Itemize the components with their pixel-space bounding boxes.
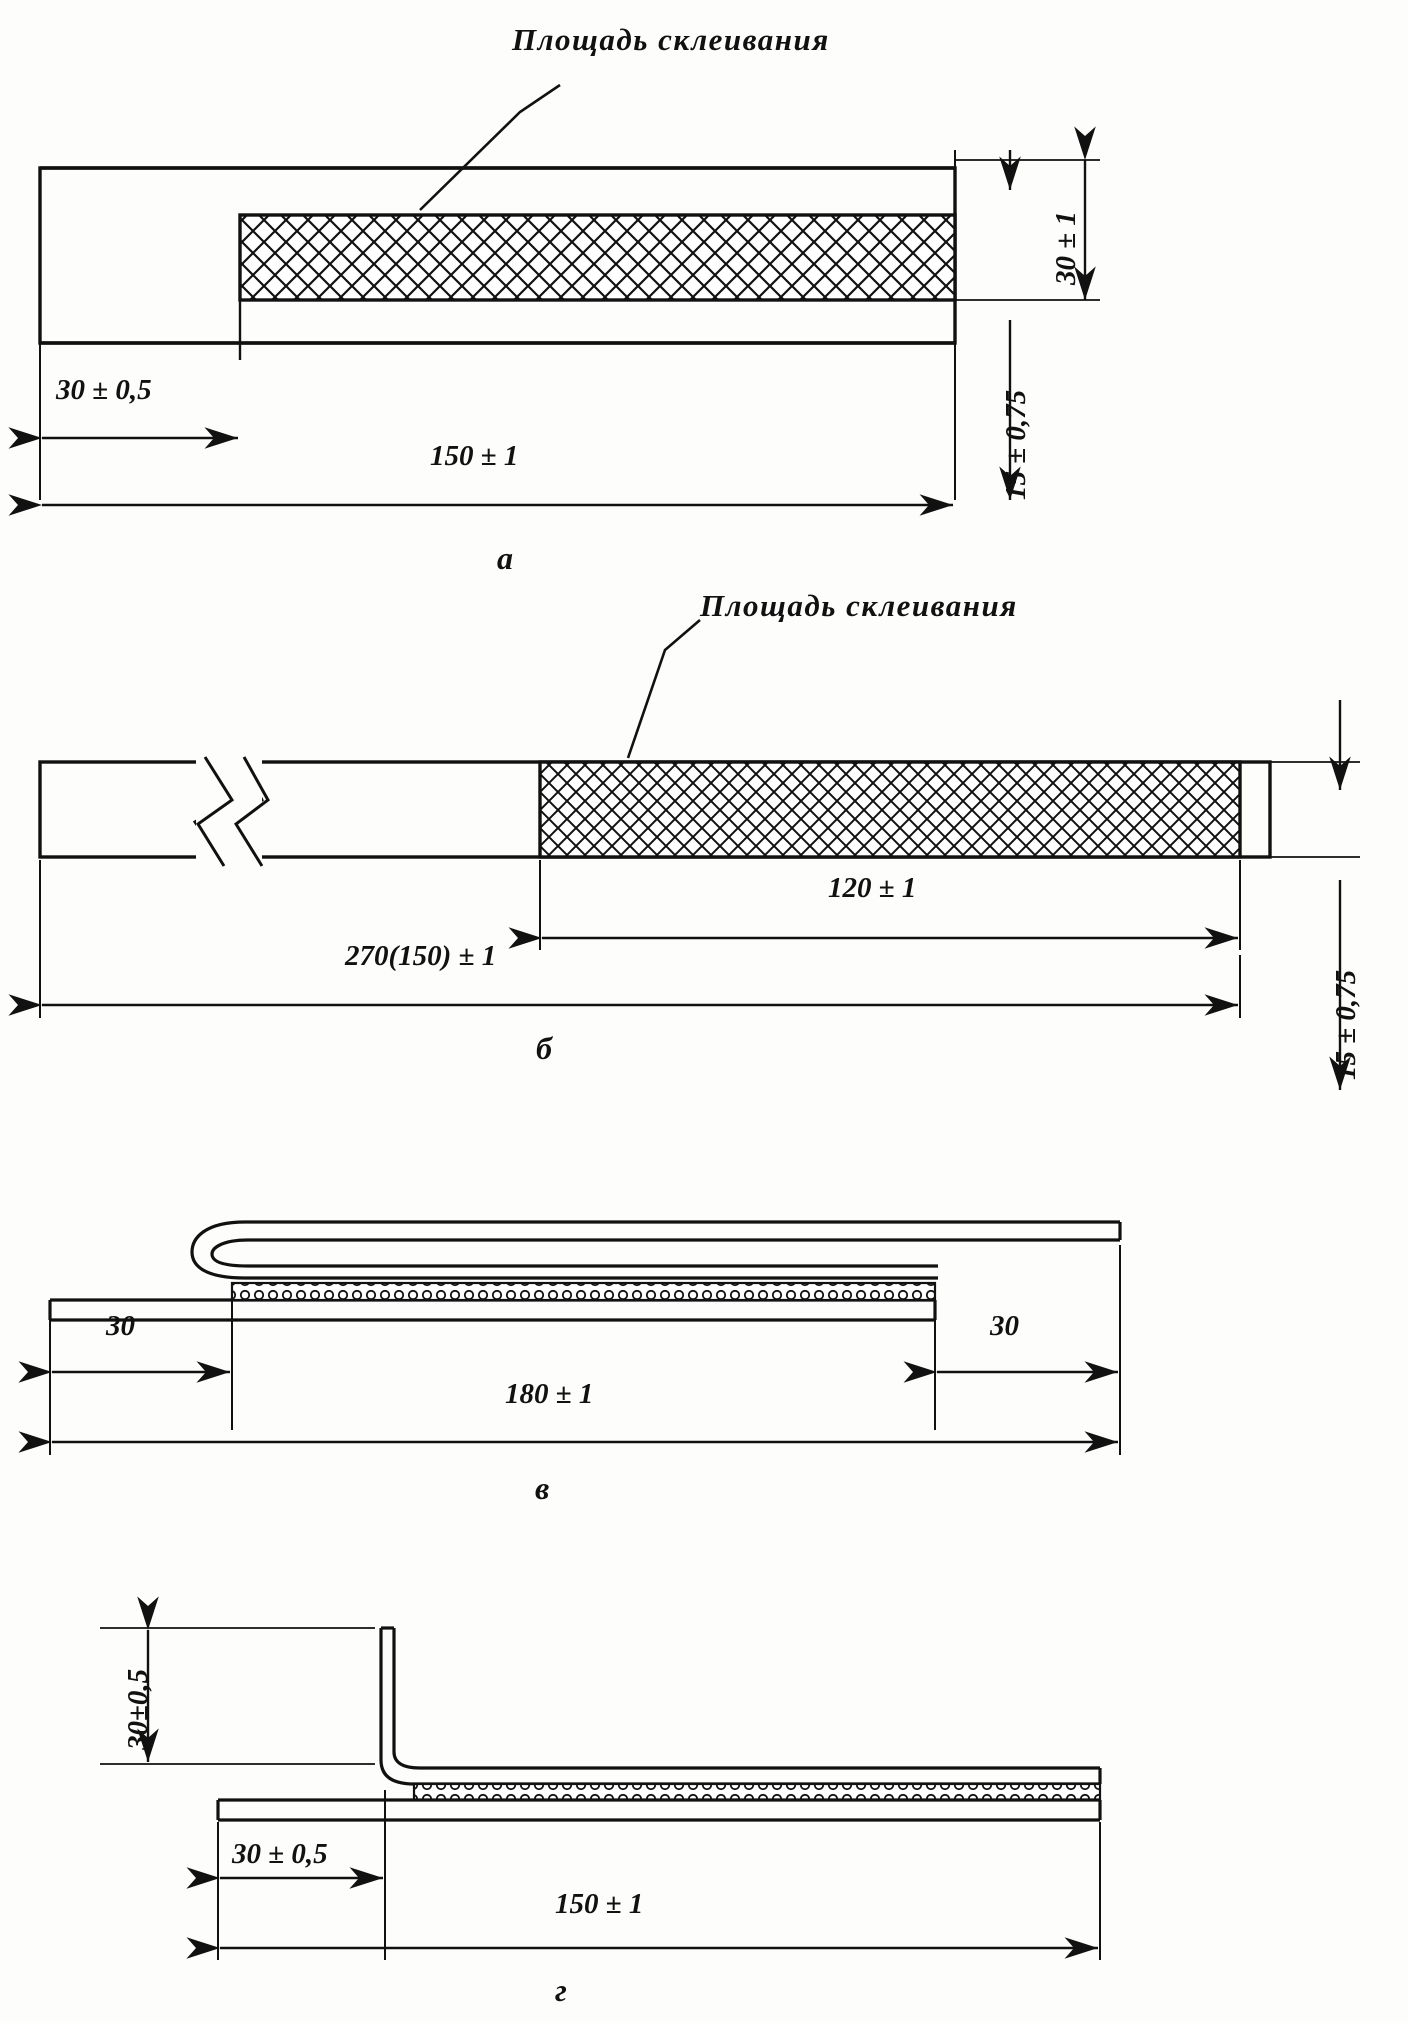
panel-g-caption: г — [555, 1972, 567, 2008]
panel-v-dim-offset-left: 30 — [106, 1310, 135, 1342]
panel-b-dim-thickness: 15 ± 0,75 — [1330, 969, 1362, 1080]
panel-a-dim-thickness: 15 ± 0,75 — [1000, 389, 1032, 500]
panel-b-dim-total-length: 270(150) ± 1 — [345, 940, 497, 972]
panel-g-dim-total-length: 150 ± 1 — [555, 1888, 644, 1920]
panel-a-caption: а — [497, 540, 513, 576]
bond-area-label-2: Площадь склеивания — [700, 588, 1018, 623]
panel-v-dim-offset-right: 30 — [990, 1310, 1019, 1342]
panel-b-caption: б — [536, 1030, 552, 1066]
panel-g-dim-vertical-height: 30±0,5 — [122, 1668, 154, 1750]
panel-a-dim-bond-length: 150 ± 1 — [430, 440, 519, 472]
panel-v-caption: в — [535, 1470, 550, 1506]
panel-v-geometry — [50, 1222, 1120, 1455]
panel-a-dim-width: 30 ± 1 — [1050, 211, 1082, 285]
panel-g-dim-offset-left: 30 ± 0,5 — [232, 1838, 328, 1870]
bond-area-label-1: Площадь склеивания — [512, 22, 830, 57]
panel-v-dim-total-length: 180 ± 1 — [505, 1378, 594, 1410]
panel-a-geometry — [40, 85, 1100, 505]
panel-b-geometry — [40, 620, 1360, 1090]
panel-a-dim-offset-left: 30 ± 0,5 — [56, 374, 152, 406]
panel-b-dim-bond-length: 120 ± 1 — [828, 872, 917, 904]
